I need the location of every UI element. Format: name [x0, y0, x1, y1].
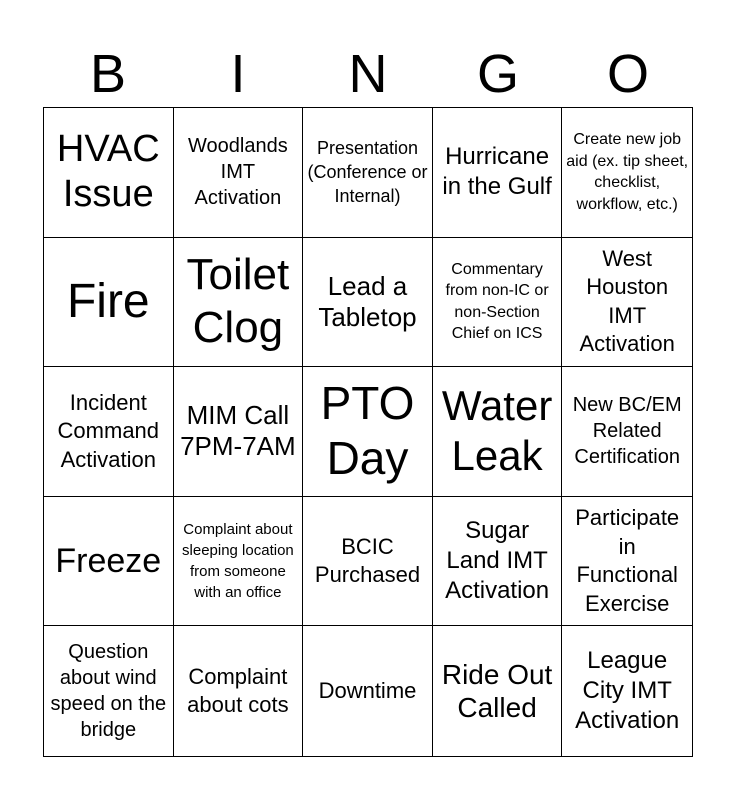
cell-text: Incident Command Activation — [57, 389, 160, 472]
bingo-cell[interactable] — [303, 626, 433, 756]
cell-text: Ride Out Called — [441, 658, 553, 724]
bingo-cell[interactable] — [562, 238, 692, 368]
bingo-cell[interactable] — [174, 238, 304, 368]
cell-text: Complaint about cots — [187, 663, 289, 718]
cell-text: Toilet Clog — [186, 250, 290, 352]
cell-text: MIM Call 7PM-7AM — [180, 400, 296, 462]
bingo-cell[interactable] — [44, 497, 174, 627]
cell-text: BCIC Purchased — [314, 533, 421, 588]
bingo-cell[interactable] — [174, 367, 304, 497]
header-letter-o: O — [606, 44, 649, 104]
bingo-cell[interactable] — [562, 626, 692, 756]
bingo-cell[interactable] — [174, 626, 304, 756]
bingo-cell[interactable] — [433, 238, 563, 368]
bingo-cell[interactable] — [562, 367, 692, 497]
cell-text: PTO Day — [320, 377, 415, 485]
cell-text: Sugar Land IMT Activation — [445, 517, 550, 605]
bingo-cell[interactable] — [562, 497, 692, 627]
bingo-cell[interactable] — [44, 238, 174, 368]
bingo-header — [43, 44, 693, 104]
bingo-board — [43, 107, 693, 757]
cell-text: Fire — [66, 275, 150, 329]
cell-text: Participate in Functional Exercise — [575, 504, 680, 616]
cell-text: Woodlands IMT Activation — [188, 135, 288, 210]
header-letter-b: B — [89, 44, 127, 104]
header-letter-n: N — [348, 44, 388, 104]
header-letter-g: G — [476, 44, 519, 104]
bingo-cell[interactable] — [433, 626, 563, 756]
cell-text: Lead a Tabletop — [318, 270, 417, 332]
cell-text: Commentary from non-IC or non-Section Chief on ICS — [445, 260, 549, 343]
bingo-cell[interactable] — [433, 497, 563, 627]
bingo-cell[interactable] — [303, 497, 433, 627]
bingo-cell[interactable] — [433, 367, 563, 497]
cell-text: Question about wind speed on the bridge — [50, 641, 167, 742]
cell-text: Complaint about sleeping location from someone with an office — [182, 521, 294, 602]
cell-text: Water Leak — [441, 382, 553, 480]
cell-text: Freeze — [55, 542, 162, 580]
bingo-cell[interactable] — [433, 108, 563, 238]
cell-text: League City IMT Activation — [575, 647, 680, 735]
cell-text: Create new job aid (ex. tip sheet, checklist, workflow, etc.) — [566, 131, 689, 213]
cell-text: Presentation (Conference or Internal) — [307, 137, 428, 207]
bingo-cell[interactable] — [562, 108, 692, 238]
cell-text: HVAC Issue — [56, 127, 160, 216]
cell-text: Hurricane in the Gulf — [442, 143, 552, 201]
bingo-cell[interactable] — [303, 108, 433, 238]
bingo-cell[interactable] — [303, 367, 433, 497]
bingo-cell[interactable] — [174, 108, 304, 238]
header-letter-i: I — [230, 44, 246, 104]
cell-text: Downtime — [318, 677, 417, 703]
cell-text: West Houston IMT Activation — [579, 245, 675, 357]
bingo-cell[interactable] — [44, 626, 174, 756]
bingo-cell[interactable] — [44, 367, 174, 497]
bingo-cell[interactable] — [303, 238, 433, 368]
bingo-cell[interactable] — [44, 108, 174, 238]
cell-text: New BC/EM Related Certification — [572, 394, 682, 469]
bingo-cell[interactable] — [174, 497, 304, 627]
